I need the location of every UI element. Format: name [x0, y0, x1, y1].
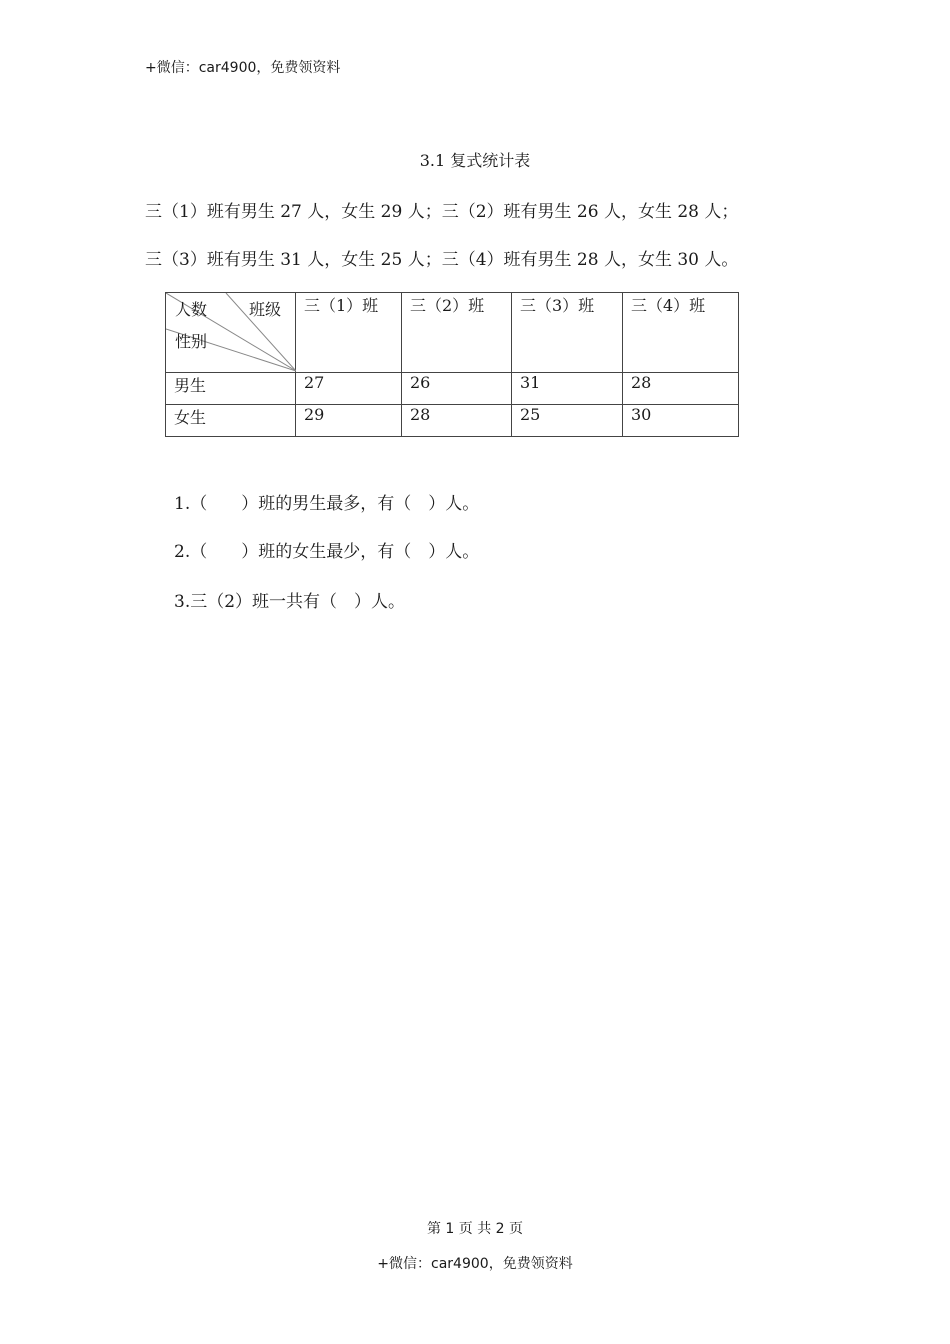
column-header: 三（2）班 — [402, 293, 512, 373]
table-header-row — [166, 293, 739, 373]
corner-label-gender: 性别 — [175, 332, 208, 351]
corner-label-class: 班级 — [248, 300, 281, 319]
page-title: 3.1 复式统计表 — [419, 151, 531, 170]
column-header: 三（3）班 — [512, 293, 623, 373]
question-3: 3.三（2）班一共有（ ）人。 — [174, 592, 406, 612]
row-label: 男生 — [166, 373, 296, 405]
row-label: 女生 — [166, 405, 296, 437]
table-cell: 31 — [512, 373, 623, 405]
table-cell: 30 — [623, 405, 739, 437]
table-cell: 26 — [402, 373, 512, 405]
intro-line-1: 三（1）班有男生 27 人，女生 29 人；三（2）班有男生 26 人，女生 28 人； — [145, 202, 739, 222]
table-cell: 28 — [623, 373, 739, 405]
table-cell: 28 — [402, 405, 512, 437]
column-header: 三（4）班 — [623, 293, 739, 373]
table-cell: 27 — [296, 373, 402, 405]
table-row-female — [166, 405, 739, 437]
column-header: 三（1）班 — [296, 293, 402, 373]
question-1: 1.（ ）班的男生最多，有（ ）人。 — [174, 494, 480, 514]
table-cell: 25 — [512, 405, 623, 437]
watermark-bottom: +微信：car4900，免费领资料 — [377, 1256, 573, 1272]
corner-label-count: 人数 — [175, 300, 208, 319]
watermark-top: +微信：car4900，免费领资料 — [145, 60, 341, 76]
intro-line-2: 三（3）班有男生 31 人，女生 25 人；三（4）班有男生 28 人，女生 30 人。 — [145, 250, 739, 270]
table-corner-cell — [166, 293, 296, 373]
table-cell: 29 — [296, 405, 402, 437]
page-number: 第 1 页 共 2 页 — [426, 1221, 524, 1237]
statistics-table — [165, 292, 739, 437]
table-row-male — [166, 373, 739, 405]
question-2: 2.（ ）班的女生最少，有（ ）人。 — [174, 542, 480, 562]
